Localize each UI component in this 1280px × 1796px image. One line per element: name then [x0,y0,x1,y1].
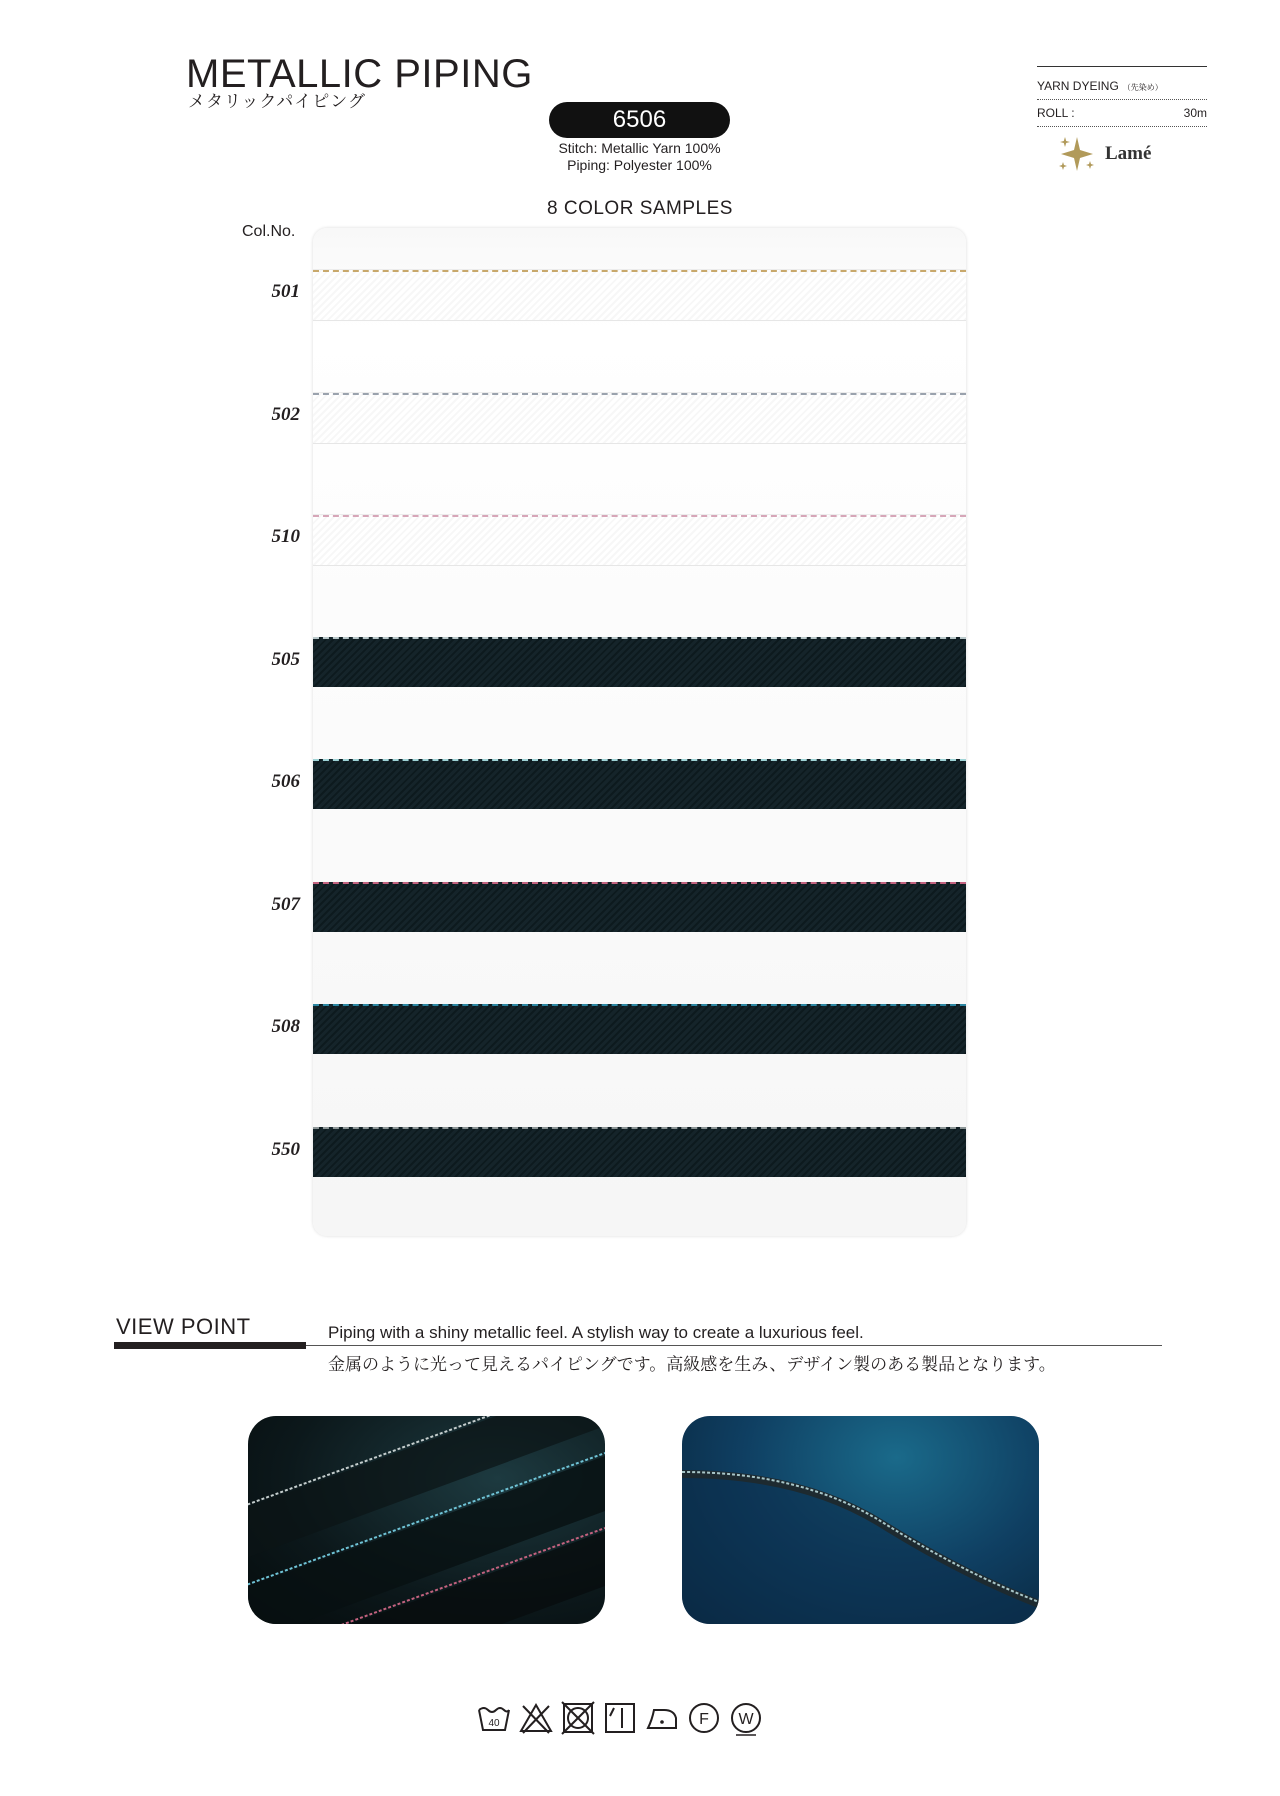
lame-label: Lamé [1105,143,1152,164]
col-label-501: 501 [271,281,300,302]
dryclean-f-icon [686,1700,722,1736]
dryclean-letter: F [699,1711,709,1728]
drip-dry-icon [602,1700,638,1736]
stitch-line-507 [313,882,966,884]
product-code-badge [549,102,730,138]
view-point-text-en: Piping with a shiny metallic feel. A stylish way to create a luxurious feel. [328,1323,864,1342]
wetclean-letter: W [738,1711,754,1728]
lame-badge [1057,135,1207,173]
col-label-505: 505 [271,648,300,670]
piping-swatch-501 [313,269,966,321]
piping-swatch-550 [313,1127,966,1177]
stitch-line-502 [313,393,966,395]
col-label-508: 508 [271,1016,300,1037]
col-label-502: 502 [271,403,300,425]
no-tumble-dry-icon [560,1700,596,1736]
col-no-label: Col.No. [242,223,296,240]
care-icons [476,1700,764,1736]
swatch-card [313,228,966,1236]
yarn-dyeing-row [1037,66,1207,100]
info-box [1037,66,1207,173]
col-label-510: 510 [271,526,300,547]
page-title: METALLIC PIPING [186,52,533,96]
piping-composition: Piping: Polyester 100% [567,157,712,173]
piping-swatch-505 [313,637,966,687]
stitch-line-505 [313,637,966,639]
yarn-dyeing-jp: （先染め） [1122,83,1163,92]
stitch-line-506 [313,759,966,761]
product-code: 6506 [612,106,667,133]
stitch-composition: Stitch: Metallic Yarn 100% [558,140,721,156]
no-bleach-icon [518,1700,554,1736]
piping-swatch-507 [313,882,966,932]
stitch-line-510 [313,515,966,517]
wash-40-icon [476,1700,512,1736]
page-title-jp: メタリックパイピング [188,92,366,111]
roll-value: 30m [1183,106,1207,120]
iron-low-icon [644,1700,680,1736]
roll-row [1037,100,1207,127]
roll-label: ROLL : [1037,106,1075,120]
piping-swatch-502 [313,392,966,444]
detail-photo-stripes [248,1416,605,1624]
view-point-divider [306,1345,1162,1346]
wash-temp: 40 [488,1718,500,1729]
col-label-506: 506 [271,771,300,792]
detail-photo-garment [682,1416,1039,1624]
col-label-550: 550 [271,1138,300,1160]
samples-title: 8 COLOR SAMPLES [547,198,733,219]
stitch-line-550 [313,1127,966,1129]
stitch-line-508 [313,1004,966,1006]
view-point-bar [114,1342,306,1349]
view-point-title: VIEW POINT [116,1314,251,1339]
wetclean-w-icon [728,1700,764,1736]
stitch-line-501 [313,270,966,272]
piping-swatch-506 [313,759,966,809]
piping-swatch-508 [313,1004,966,1054]
piping-swatch-510 [313,514,966,566]
sparkle-icon [1057,135,1097,173]
yarn-dyeing-label: YARN DYEING [1037,79,1119,93]
col-label-507: 507 [271,893,300,915]
view-point-text-jp: 金属のように光って見えるパイピングです。高級感を生み、デザイン製のある製品となります。 [328,1355,1056,1374]
